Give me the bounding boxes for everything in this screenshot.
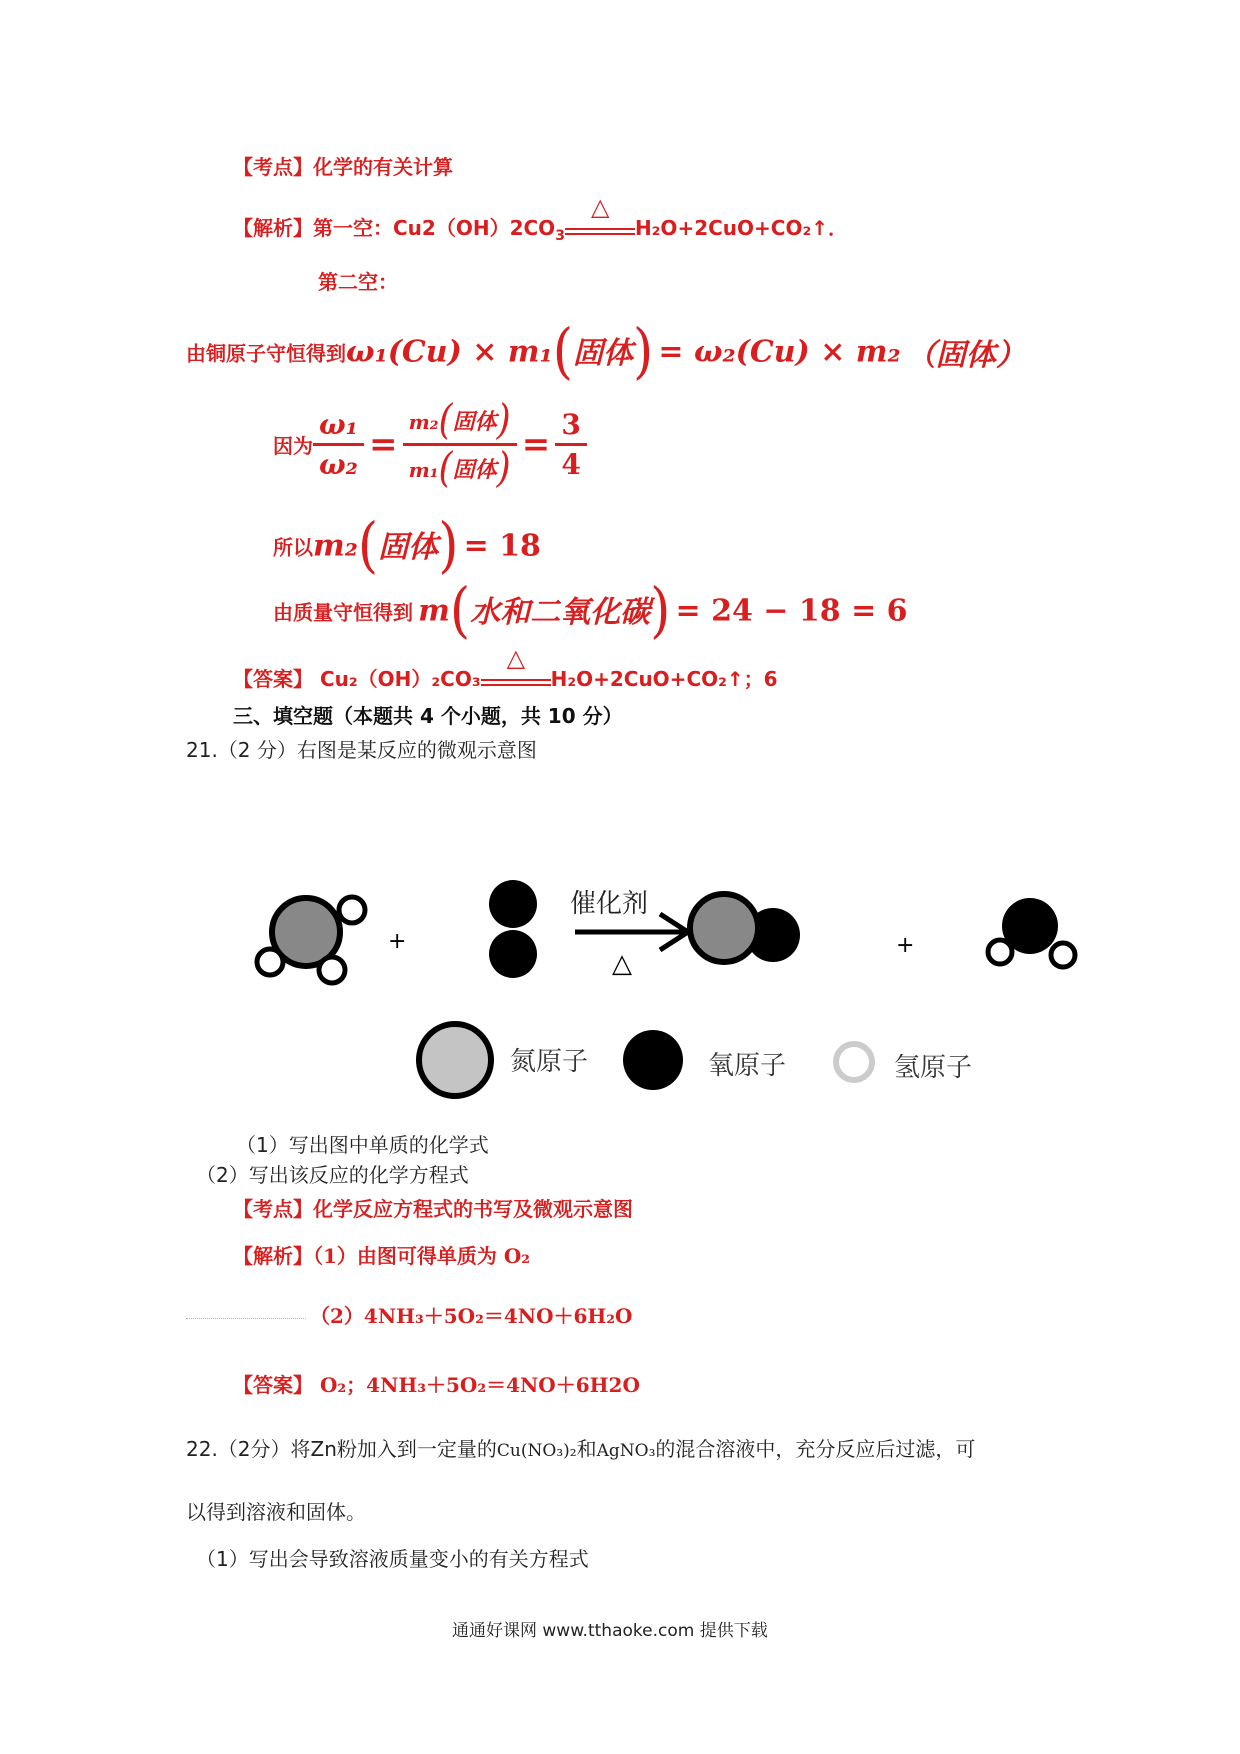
question-22-stem-line2: 以得到溶液和固体。 [186,1500,366,1524]
equation-rhs: H₂O+2CuO+CO₂↑． [634,216,848,240]
legend-nitrogen-label: 氮原子 [510,1047,589,1077]
ammonia-molecule [257,897,365,983]
hydrogen-atom [1051,943,1075,967]
silver-nitrate-formula: AgNO₃ [596,1441,656,1461]
q22-stem-c: 的混合溶液中，充分反应后过滤，可 [655,1437,976,1461]
copper-expr-a: ω₁(Cu) × m₁ [346,334,553,370]
section-title: 三、填空题（本题共 4 个小题，共 10 分） [233,704,623,728]
mass-value: = 24 − 18 = 6 [675,593,908,629]
kaodian-line-1 [233,151,453,180]
heating-reaction-arrow: △ [481,670,551,692]
legend [419,1024,972,1096]
legend-nitrogen-swatch [419,1024,491,1096]
catalyst-label: 催化剂 [570,889,649,919]
second-blank-label: 第二空： [318,270,398,294]
ratio-prefix: 因为 [273,434,313,458]
q22-stem-a: 22.（2分）将Zn粉加入到一定量的 [186,1437,497,1461]
legend-hydrogen-swatch [836,1044,872,1080]
mass-conservation-line: 由质量守恒得到 m(水和二氧化碳) = 24 − 18 = 6 [273,576,908,646]
copper-expr-b: = ω₂(Cu) × m₂ [658,334,901,370]
equals-sign: = [369,424,398,465]
kaodian-label: 【考点】 [233,155,313,179]
heating-reaction-arrow: △ [565,219,635,241]
reaction-arrow [575,914,688,950]
equals-sign: = [521,424,551,465]
q21-kaodian-line [233,1193,633,1222]
water-molecule [988,898,1075,967]
q21-kaodian-label: 【考点】 [233,1197,313,1221]
q21-kaodian-text: 化学反应方程式的书写及微观示意图 [313,1197,633,1221]
q21-answer-line [233,1369,640,1398]
heat-symbol: △ [612,949,632,979]
three-quarters-fraction: $\frac{3}{4}$ [555,408,586,481]
solid-label-3: 固体 [378,530,439,565]
ratio-line [273,396,587,493]
m2-value: = 18 [463,528,541,564]
jiexi-first-label: 第一空： [313,216,393,240]
q21-answer-text: O₂；4NH₃＋5O₂＝4NO＋6H2O [319,1373,640,1397]
legend-oxygen-swatch [623,1030,683,1090]
jiexi-first-line [233,192,848,244]
m-symbol: m [418,593,450,629]
solid-label-2: （固体） [905,338,1026,373]
copper-conservation-prefix: 由铜原子守恒得到 [186,341,346,366]
answer-eq-rhs: H₂O+2CuO+CO₂↑；6 [550,667,778,691]
q21-jiexi-part2: （2）4NH₃＋5O₂＝4NO＋6H₂O [310,1304,633,1328]
solid-label-1: 固体 [573,336,633,371]
q21-answer-label: 【答案】 [233,1373,313,1397]
answer-line-1 [233,643,778,692]
water-co2-label: 水和二氧化碳 [470,595,651,630]
reaction-diagram [240,870,1100,1110]
mass-fraction: $\frac{\text{m₂(固体)}}{\text{m₁(固体)}}$ [403,400,517,489]
hydrogen-atom [339,897,365,923]
oxygen-atom [489,930,537,978]
question-22-stem-line1 [186,1433,975,1462]
question-21-stem: 21.（2 分）右图是某反应的微观示意图 [186,738,537,762]
oxygen-atom [489,880,537,928]
nitric-oxide-molecule [690,894,800,962]
plus-sign: + [388,929,407,954]
jiexi-label: 【解析】 [233,216,313,240]
copper-nitrate-formula: Cu(NO₃)₂ [496,1441,577,1461]
hydrogen-atom [988,940,1012,964]
omega-fraction: $\frac{\text{ω₁}}{\text{ω₂}}$ [313,408,364,481]
question-21-sub1: （1）写出图中单质的化学式 [236,1133,489,1157]
therefore-prefix: 所以 [273,535,313,560]
m2-result-line: 所以m₂(固体) = 18 [273,511,541,581]
q21-jiexi-part1: （1）由图可得单质为 O₂ [313,1244,531,1268]
m2-symbol: m₂ [313,528,358,564]
nitrogen-atom [690,894,758,962]
q22-stem-b: 和 [576,1437,597,1461]
equation-lhs: $Cu2(OH)2CO_3$ [393,216,565,244]
mass-conservation-prefix: 由质量守恒得到 [273,600,413,625]
legend-hydrogen-label: 氢原子 [894,1053,973,1083]
copper-conservation-line: 由铜原子守恒得到ω₁(Cu) × m₁(固体) = ω₂(Cu) × m₂ （固体） [186,317,1026,387]
kaodian-text: 化学的有关计算 [313,155,453,179]
page-footer: 通通好课网 www.tthaoke.com 提供下载 [452,1621,768,1641]
answer-eq-lhs: Cu₂（OH）₂CO₃ [319,667,481,691]
dotted-divider [186,1318,306,1319]
question-22-sub1: （1）写出会导致溶液质量变小的有关方程式 [196,1547,589,1571]
plus-sign: + [896,933,915,958]
oxygen-molecule [489,880,537,978]
hydrogen-atom [257,949,283,975]
hydrogen-atom [319,957,345,983]
answer-label: 【答案】 [233,667,313,691]
legend-oxygen-label: 氧原子 [708,1051,787,1081]
q21-jiexi-line [233,1240,530,1269]
q21-jiexi-label: 【解析】 [233,1244,313,1268]
question-21-sub2: （2）写出该反应的化学方程式 [196,1163,469,1187]
